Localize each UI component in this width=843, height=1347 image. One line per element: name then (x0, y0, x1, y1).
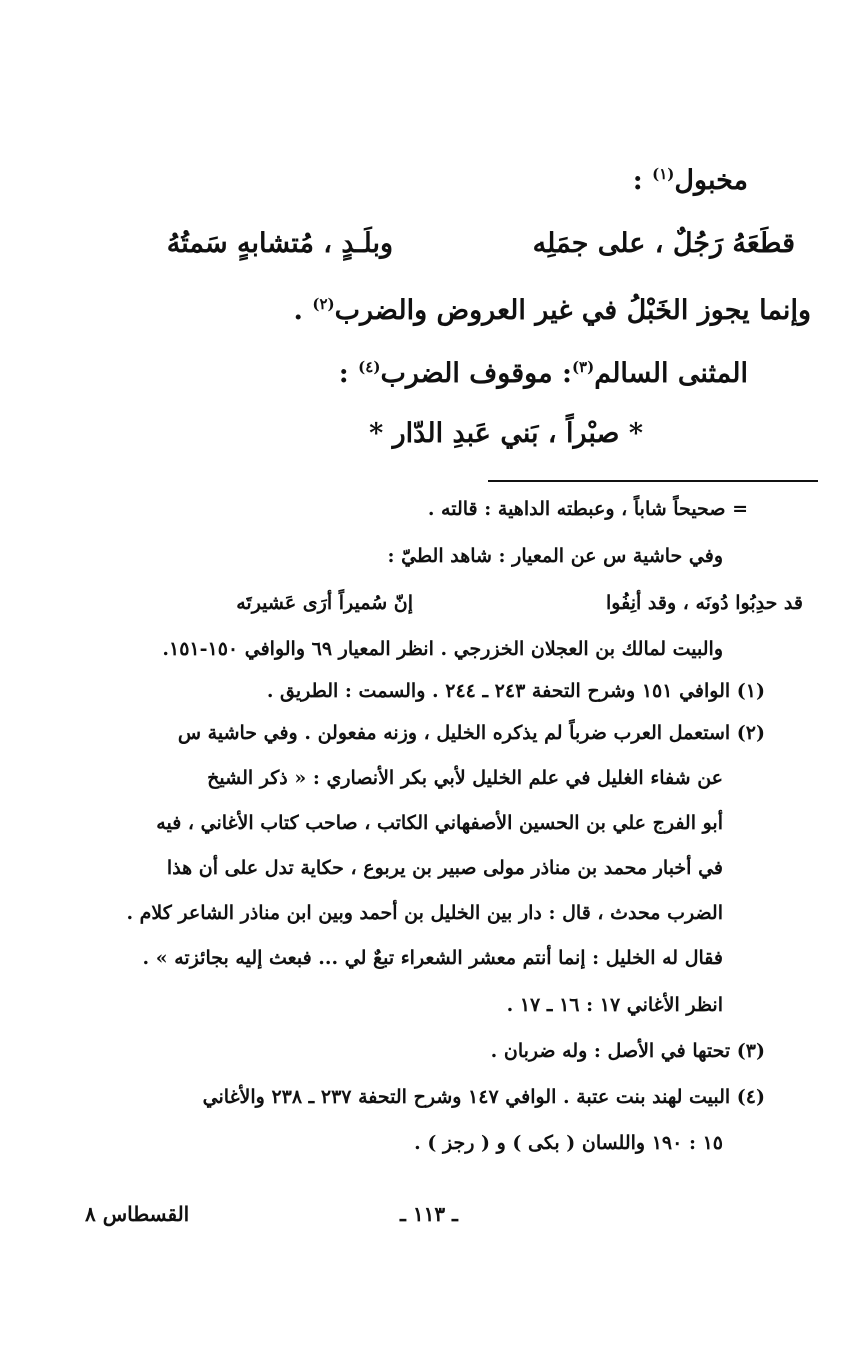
footnote-1: (١) الوافي ١٥١ وشرح التحفة ٢٤٣ ـ ٢٤٤ . والسمت : الطريق . (266, 680, 765, 702)
heading-muthanna (339, 358, 748, 389)
heading-colon: : (338, 358, 349, 389)
heading-text: مخبول (674, 165, 748, 196)
footnote-2-line-6: فقال له الخليل : إنما أنتم معشر الشعراء تبعٌ لي ... فبعث إليه بجائزته » . (142, 947, 723, 969)
footnote-ref: (٣) (571, 358, 595, 376)
footnote-divider (488, 480, 818, 482)
footnote-2-line-3: أبو الفرج علي بن الحسين الأصفهاني الكاتب ، صاحب كتاب الأغاني ، فيه (156, 812, 723, 834)
footnote-4: (٤) البيت لهند بنت عتبة . الوافي ١٤٧ وشرح التحفة ٢٣٧ ـ ٢٣٨ والأغاني (202, 1086, 765, 1108)
footnote-ref: (٢) (312, 295, 335, 313)
verse-2-text: * صبْراً ، بَني عَبدِ الدّار * (369, 418, 643, 449)
heading-makhboul (633, 165, 748, 196)
prose-line-khabl (294, 295, 811, 326)
verse-2 (369, 418, 643, 449)
heading-text-mid: : موقوف الضرب (380, 358, 572, 389)
note-line-0: = صحيحاً شاباً ، وعبطته الداهية : قالته . (427, 498, 748, 520)
footnote-ref: (١) (652, 165, 675, 183)
footnote-2-line-2: عن شفاء الغليل في علم الخليل لأبي بكر الأنصاري : « ذكر الشيخ (207, 767, 723, 789)
verse-1-text-a: قطَعَهُ رَجُلٌ ، على جمَلِه (532, 228, 795, 259)
footnote-4-line-2: ١٥ : ١٩٠ واللسان ( بكى ) و ( رجز ) . (414, 1132, 723, 1154)
book-signature: القسطاس ٨ (85, 1202, 190, 1226)
prose-text: وإنما يجوز الخَبْلُ في غير العروض والضرب (334, 295, 811, 326)
verse-1-second-hemistich (167, 228, 393, 259)
heading-text: المثنى السالم (594, 358, 748, 389)
footnote-2-line-7: انظر الأغاني ١٧ : ١٦ ـ ١٧ . (506, 994, 723, 1016)
prose-period: . (293, 295, 303, 326)
footnote-2: (٢) استعمل العرب ضرباً لم يذكره الخليل ، وزنه مفعولن . وفي حاشية س (177, 722, 765, 744)
note-line-1: وفي حاشية س عن المعيار : شاهد الطيّ : (387, 545, 723, 567)
footnote-2-line-5: الضرب محدث ، قال : دار بين الخليل بن أحمد وبين ابن مناذر الشاعر كلام . (126, 902, 723, 924)
note-line-3: والبيت لمالك بن العجلان الخزرجي . انظر المعيار ٦٩ والوافي ١٥٠-١٥١. (162, 638, 723, 660)
page-number: ـ ١١٣ ـ (400, 1202, 458, 1226)
note-line-2b: إنّ سُميراً أرَى عَشيرتَه (236, 592, 413, 614)
footnote-2-line-4: في أخبار محمد بن مناذر مولى صبير بن يربوع ، حكاية تدل على أن هذا (166, 857, 723, 879)
verse-1-first-hemistich (533, 228, 795, 259)
footnote-ref: (٤) (358, 358, 381, 376)
heading-colon: : (632, 165, 643, 196)
verse-1-text-b: وبلَـدٍ ، مُتشابهٍ سَمتُهُ (166, 228, 393, 259)
footnote-3: (٣) تحتها في الأصل : وله ضربان . (490, 1040, 765, 1062)
note-line-2a: قد حدِبُوا دُونَه ، وقد أنِفُوا (606, 592, 803, 614)
